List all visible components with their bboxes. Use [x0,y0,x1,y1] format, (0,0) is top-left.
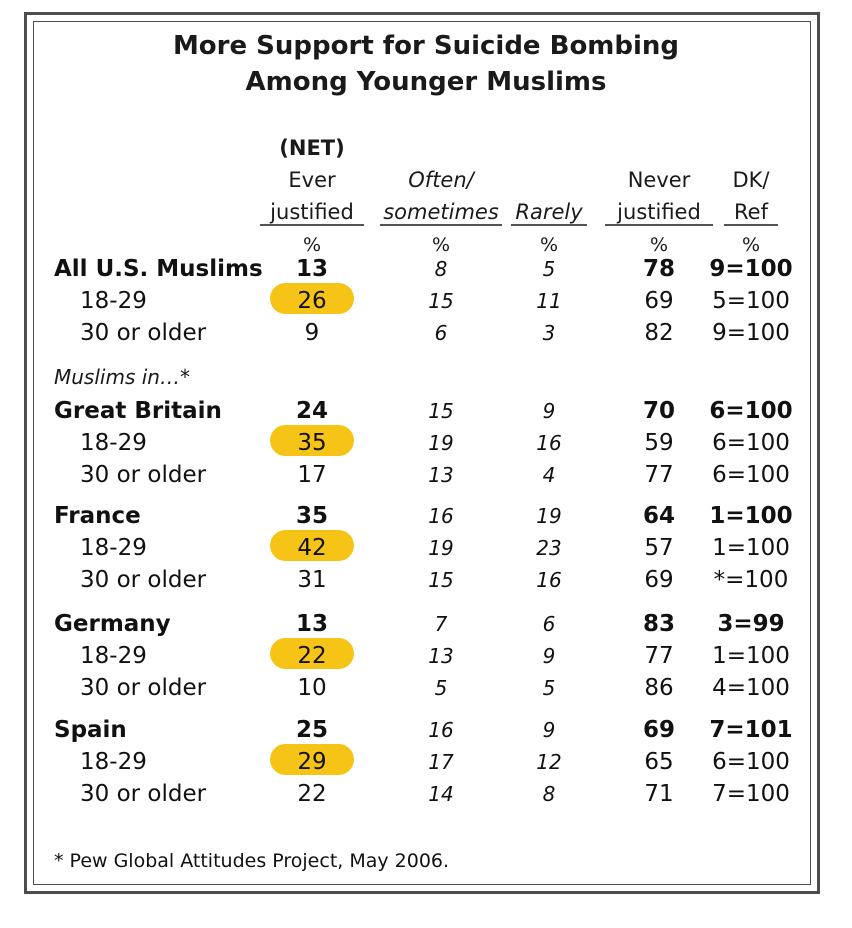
table-cell: 8 [434,257,448,281]
table-cell: 9=100 [712,320,790,346]
table-cell: 24 [295,398,329,424]
column-header-5-line-1: DK/ [732,168,770,192]
column-header-1-line-2: Ever [288,168,336,192]
table-cell: 7=100 [712,781,790,807]
table-cell: 19 [536,504,562,528]
table-cell: 6=100 [712,462,790,488]
column-unit-5: % [741,234,761,256]
table-cell: 77 [644,643,674,669]
table-cell: 17 [297,462,327,488]
table-cell: 82 [644,320,674,346]
subgroup-label: 18-29 [80,288,147,314]
table-cell: 9 [542,399,556,423]
subgroup-label: 30 or older [80,320,207,346]
table-cell: 1=100 [712,643,790,669]
group-label: France [54,503,141,529]
table-cell: 4=100 [712,675,790,701]
column-unit-4: % [649,234,669,256]
table-cell: 42 [297,535,327,561]
subgroup-label: 30 or older [80,567,207,593]
table-cell: 13 [295,256,329,282]
table-cell: 19 [428,431,454,455]
table-cell: 12 [536,750,562,774]
table-cell: 16 [536,568,562,592]
table-cell: 9 [542,718,556,742]
column-header-5-line-2: Ref [734,200,768,224]
table-cell: 64 [642,503,676,529]
table-cell: 77 [644,462,674,488]
column-unit-2: % [431,234,451,256]
table-cell: 57 [644,535,674,561]
table-cell: 6=100 [712,749,790,775]
table-cell: 69 [644,288,674,314]
group-label: All U.S. Muslims [54,256,263,282]
table-cell: 26 [297,288,327,314]
table-cell: 23 [536,536,562,560]
table-cell: 1=100 [709,503,793,529]
subgroup-label: 18-29 [80,535,147,561]
table-cell: 3 [542,321,556,345]
table-cell: 14 [428,782,454,806]
table-cell: 9 [304,320,320,346]
subgroup-label: 18-29 [80,749,147,775]
table-cell: 6=100 [709,398,793,424]
table-cell: 7 [434,612,448,636]
table-cell: 11 [536,289,562,313]
table-cell: 22 [297,781,327,807]
subgroup-label: 30 or older [80,781,207,807]
column-header-3-line-1: Rarely [515,200,583,224]
table-cell: 35 [295,503,329,529]
table-cell: 19 [428,536,454,560]
table-cell: 31 [297,567,327,593]
column-header-4-line-1: Never [627,168,691,192]
table-cell: 4 [542,463,556,487]
table-cell: 1=100 [712,535,790,561]
table-cell: 3=99 [717,611,785,637]
group-label: Germany [54,611,171,637]
table-cell: 16 [428,504,454,528]
table-cell: 10 [297,675,327,701]
column-unit-3: % [539,234,559,256]
table-cell: 35 [297,430,327,456]
table-cell: 13 [428,644,454,668]
column-header-2-line-1: Often/ [408,168,474,192]
table-cell: 71 [644,781,674,807]
table-cell: 5 [542,257,556,281]
column-header-4-line-2: justified [617,200,701,224]
table-cell: 5 [542,676,556,700]
group-label: Spain [54,717,127,743]
column-header-2-line-2: sometimes [383,200,499,224]
table-cell: 70 [642,398,676,424]
column-header-1-line-1: (NET) [279,136,345,160]
table-cell: 78 [642,256,676,282]
table-cell: *=100 [713,567,789,593]
table-cell: 15 [428,289,454,313]
table-cell: 69 [644,567,674,593]
table-cell: 22 [297,643,327,669]
table-cell: 59 [644,430,674,456]
subgroup-label: 30 or older [80,462,207,488]
table-cell: 17 [428,750,454,774]
table-cell: 15 [428,399,454,423]
table-cell: 83 [642,611,676,637]
table-cell: 7=101 [709,717,793,743]
subgroup-label: 18-29 [80,430,147,456]
table-cell: 9=100 [709,256,793,282]
group-label: Great Britain [54,398,222,424]
table-cell: 16 [428,718,454,742]
table-cell: 6=100 [712,430,790,456]
table-cell: 13 [295,611,329,637]
table-cell: 16 [536,431,562,455]
table-cell: 6 [434,321,448,345]
table-cell: 5=100 [712,288,790,314]
footnote: * Pew Global Attitudes Project, May 2006. [54,850,450,872]
table-cell: 15 [428,568,454,592]
table-cell: 5 [434,676,448,700]
table-cell: 6 [542,612,556,636]
table-cell: 69 [642,717,676,743]
table-cell: 9 [542,644,556,668]
table-cell: 86 [644,675,674,701]
title-line-1: More Support for Suicide Bombing [172,31,680,61]
column-header-1-line-3: justified [270,200,354,224]
table-cell: 8 [542,782,556,806]
table-cell: 13 [428,463,454,487]
section-label: Muslims in…* [54,365,190,389]
table-cell: 29 [297,749,327,775]
subgroup-label: 30 or older [80,675,207,701]
column-unit-1: % [302,234,322,256]
subgroup-label: 18-29 [80,643,147,669]
table-cell: 65 [644,749,674,775]
table-cell: 25 [295,717,329,743]
title-line-2: Among Younger Muslims [245,67,607,97]
